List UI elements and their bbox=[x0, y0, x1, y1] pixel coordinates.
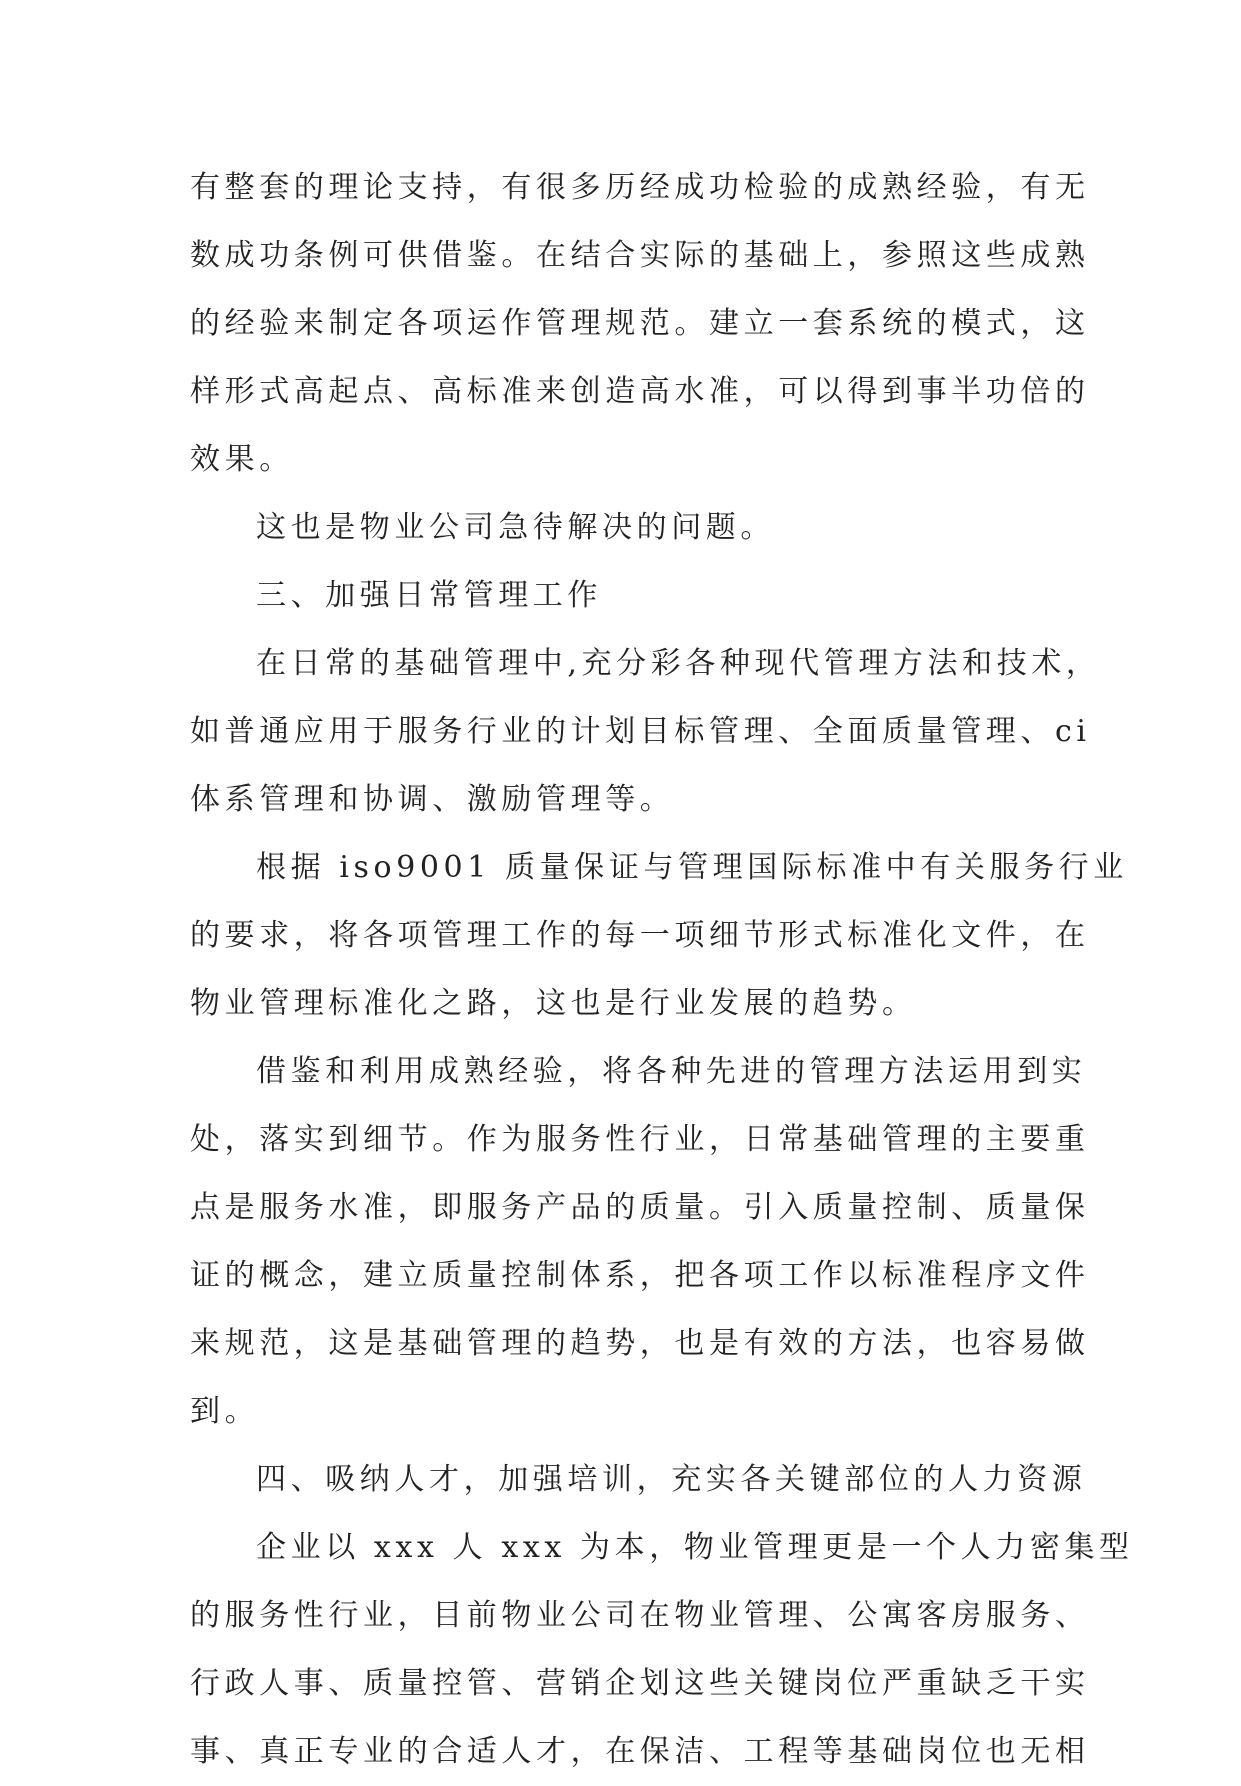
paragraph bbox=[190, 562, 1054, 630]
paragraph bbox=[190, 1446, 1087, 1514]
text-line: 样形式高起点、高标准来创造高水准，可以得到事半功倍的 bbox=[190, 374, 1090, 409]
text-line: 三、加强日常管理工作 bbox=[256, 578, 602, 613]
text-line: 来规范，这是基础管理的趋势，也是有效的方法，也容易做 bbox=[190, 1326, 1090, 1361]
text-line: 的要求，将各项管理工作的每一项细节形式标准化文件，在 bbox=[190, 918, 1090, 953]
paragraph bbox=[190, 494, 1054, 562]
text-line: 物业管理标准化之路，这也是行业发展的趋势。 bbox=[190, 986, 917, 1021]
text-line: 如普通应用于服务行业的计划目标管理、全面质量管理、ci bbox=[190, 714, 1091, 749]
text-line: 处，落实到细节。作为服务性行业，日常基础管理的主要重 bbox=[190, 1122, 1090, 1157]
text-line: 企业以 xxx 人 xxx 为本，物业管理更是一个人力密集型 bbox=[256, 1530, 1134, 1565]
paragraph bbox=[190, 1038, 1090, 1446]
text-line: 这也是物业公司急待解决的问题。 bbox=[256, 510, 775, 545]
text-line: 有整套的理论支持，有很多历经成功检验的成熟经验，有无 bbox=[190, 170, 1090, 205]
paragraph bbox=[190, 154, 1090, 494]
text-line: 点是服务水准，即服务产品的质量。引入质量控制、质量保 bbox=[190, 1190, 1090, 1225]
text-line: 行政人事、质量控管、营销企划这些关键岗位严重缺乏干实 bbox=[190, 1666, 1090, 1701]
text-line: 根据 iso9001 质量保证与管理国际标准中有关服务行业 bbox=[256, 850, 1128, 885]
text-line: 四、吸纳人才，加强培训，充实各关键部位的人力资源 bbox=[256, 1462, 1087, 1497]
text-line: 事、真正专业的合适人才，在保洁、工程等基础岗位也无相 bbox=[190, 1734, 1090, 1769]
text-line: 的服务性行业，目前物业公司在物业管理、公寓客房服务、 bbox=[190, 1598, 1090, 1633]
text-line: 在日常的基础管理中,充分彩各种现代管理方法和技术， bbox=[256, 646, 1101, 681]
text-line: 到。 bbox=[190, 1394, 260, 1429]
text-line: 体系管理和协调、激励管理等。 bbox=[190, 782, 675, 817]
document-body bbox=[190, 154, 1134, 1786]
text-line: 的经验来制定各项运作管理规范。建立一套系统的模式，这 bbox=[190, 306, 1090, 341]
paragraph bbox=[190, 834, 1128, 1038]
paragraph bbox=[190, 1514, 1134, 1786]
text-line: 借鉴和利用成熟经验，将各种先进的管理方法运用到实 bbox=[256, 1054, 1087, 1089]
text-line: 效果。 bbox=[190, 442, 294, 477]
text-line: 数成功条例可供借鉴。在结合实际的基础上，参照这些成熟 bbox=[190, 238, 1090, 273]
paragraph bbox=[190, 630, 1101, 834]
text-line: 证的概念，建立质量控制体系，把各项工作以标准程序文件 bbox=[190, 1258, 1090, 1293]
